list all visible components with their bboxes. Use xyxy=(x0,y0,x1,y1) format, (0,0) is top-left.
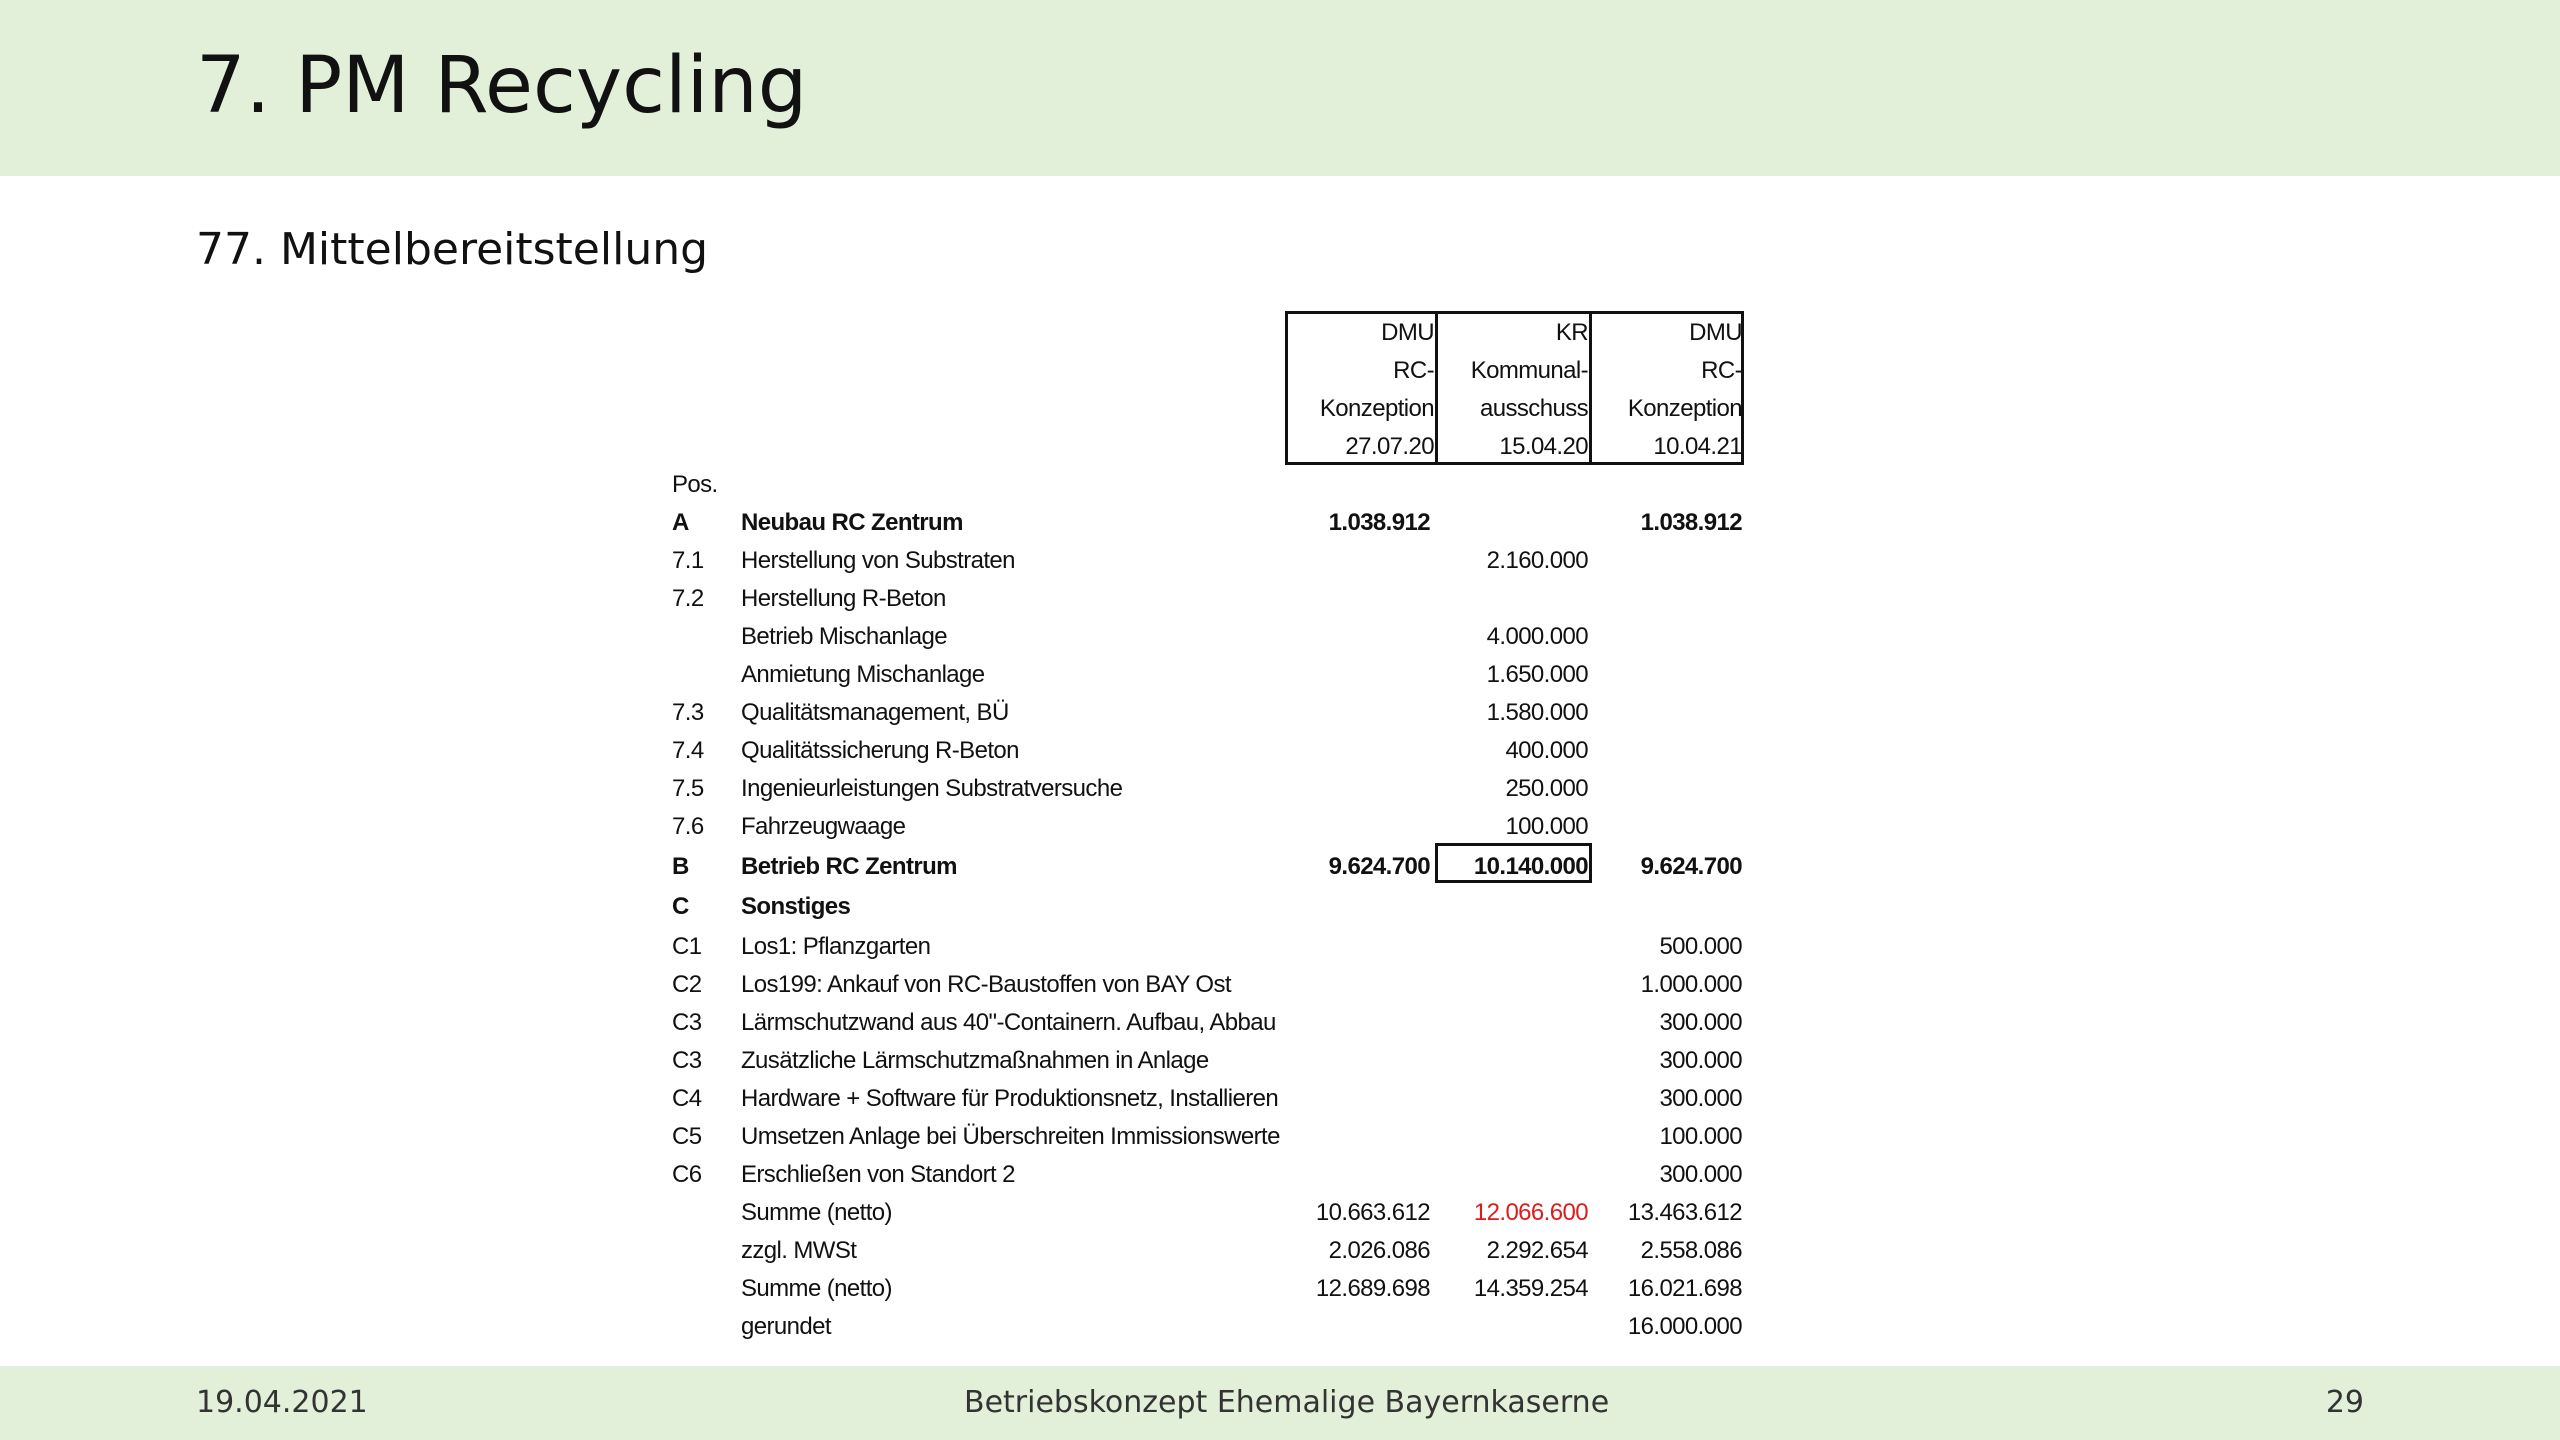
value-kr-2020: 2.292.654 xyxy=(1486,1237,1588,1264)
value-kr-2020 xyxy=(1438,928,1588,966)
table-row xyxy=(668,1270,1748,1308)
row-position xyxy=(672,1232,736,1270)
row-position: 7.1 xyxy=(672,547,704,574)
column-header-1-line-3: Konzeption xyxy=(1319,395,1434,422)
value-dmu-2021 xyxy=(1592,694,1742,732)
row-description: Herstellung R-Beton xyxy=(741,585,946,612)
value-dmu-2020 xyxy=(1284,580,1430,618)
value-dmu-2021: 500.000 xyxy=(1659,933,1742,960)
row-position: C2 xyxy=(672,971,702,998)
value-dmu-2021 xyxy=(1592,542,1742,580)
value-kr-2020 xyxy=(1438,1042,1588,1080)
table-row xyxy=(668,580,1748,618)
table-row xyxy=(668,888,1748,926)
column-header-1-line-2: RC- xyxy=(1393,357,1434,384)
value-dmu-2021: 2.558.086 xyxy=(1640,1237,1742,1264)
row-description: gerundet xyxy=(741,1313,831,1340)
slide-title: 7. PM Recycling xyxy=(196,41,808,131)
column-header-1-line-4: 27.07.20 xyxy=(1345,433,1434,460)
value-dmu-2020 xyxy=(1284,808,1430,846)
value-dmu-2020: 12.689.698 xyxy=(1315,1275,1430,1302)
row-description: Lärmschutzwand aus 40"-Containern. Aufbau, Abbau xyxy=(741,1009,1276,1036)
table-row xyxy=(668,1232,1748,1270)
value-kr-2020: 10.140.000 xyxy=(1473,853,1588,880)
row-description: Qualitätssicherung R-Beton xyxy=(741,737,1019,764)
value-dmu-2020 xyxy=(1284,542,1430,580)
value-kr-2020 xyxy=(1438,1080,1588,1118)
row-position: C3 xyxy=(672,1047,702,1074)
column-header-3-line-3: Konzeption xyxy=(1627,395,1742,422)
table-row xyxy=(668,1080,1748,1118)
row-description: Qualitätsmanagement, BÜ xyxy=(741,699,1009,726)
value-dmu-2021 xyxy=(1592,656,1742,694)
column-header-3-line-1: DMU xyxy=(1689,319,1742,346)
table-row xyxy=(668,542,1748,580)
table-row xyxy=(668,1156,1748,1194)
value-dmu-2021: 300.000 xyxy=(1659,1085,1742,1112)
row-position: 7.3 xyxy=(672,699,704,726)
value-dmu-2021 xyxy=(1592,888,1742,926)
value-dmu-2021: 9.624.700 xyxy=(1640,853,1742,880)
value-dmu-2021 xyxy=(1592,808,1742,846)
row-position: 7.2 xyxy=(672,585,704,612)
value-dmu-2021: 1.000.000 xyxy=(1640,971,1742,998)
row-position xyxy=(672,1270,736,1308)
value-kr-2020: 1.580.000 xyxy=(1486,699,1588,726)
row-position: C6 xyxy=(672,1161,702,1188)
table-row xyxy=(668,808,1748,846)
value-dmu-2020 xyxy=(1284,618,1430,656)
value-dmu-2020 xyxy=(1284,1080,1430,1118)
row-description: Summe (netto) xyxy=(741,1275,892,1302)
value-kr-2020 xyxy=(1438,1004,1588,1042)
table-row xyxy=(668,732,1748,770)
row-position: C5 xyxy=(672,1123,702,1150)
value-kr-2020 xyxy=(1438,504,1588,542)
table-row xyxy=(668,504,1748,542)
table-row xyxy=(668,848,1748,886)
value-dmu-2020 xyxy=(1284,694,1430,732)
value-kr-2020: 4.000.000 xyxy=(1486,623,1588,650)
value-dmu-2021: 300.000 xyxy=(1659,1009,1742,1036)
value-dmu-2021: 1.038.912 xyxy=(1640,509,1742,536)
table-row xyxy=(668,694,1748,732)
table-row xyxy=(668,1118,1748,1156)
table-row xyxy=(668,1308,1748,1346)
column-header-2-line-1: KR xyxy=(1555,319,1588,346)
budget-table xyxy=(668,310,1748,1346)
value-dmu-2020: 1.038.912 xyxy=(1328,509,1430,536)
row-position: C4 xyxy=(672,1085,702,1112)
row-description: Hardware + Software für Produktionsnetz, Installieren xyxy=(741,1085,1279,1112)
value-dmu-2020 xyxy=(1284,1004,1430,1042)
row-position: B xyxy=(672,853,689,880)
row-position xyxy=(672,618,736,656)
table-row xyxy=(668,928,1748,966)
value-kr-2020 xyxy=(1438,966,1588,1004)
table-row xyxy=(668,1004,1748,1042)
table-row xyxy=(668,1042,1748,1080)
value-dmu-2020: 9.624.700 xyxy=(1328,853,1430,880)
value-dmu-2020 xyxy=(1284,732,1430,770)
footer-title: Betriebskonzept Ehemalige Bayernkaserne xyxy=(964,1385,1610,1420)
table-row xyxy=(668,656,1748,694)
value-dmu-2020 xyxy=(1284,966,1430,1004)
row-description: Sonstiges xyxy=(741,893,851,920)
row-position: C3 xyxy=(672,1009,702,1036)
value-dmu-2020 xyxy=(1284,928,1430,966)
value-dmu-2020: 2.026.086 xyxy=(1328,1237,1430,1264)
value-dmu-2021 xyxy=(1592,770,1742,808)
row-description: Fahrzeugwaage xyxy=(741,813,906,840)
footer-date: 19.04.2021 xyxy=(196,1385,368,1420)
value-dmu-2021: 300.000 xyxy=(1659,1047,1742,1074)
value-dmu-2020 xyxy=(1284,1308,1430,1346)
value-dmu-2020 xyxy=(1284,656,1430,694)
row-description: Umsetzen Anlage bei Überschreiten Immissionswerte xyxy=(741,1123,1280,1150)
slide-subtitle: 77. Mittelbereitstellung xyxy=(196,224,709,275)
row-description: Herstellung von Substraten xyxy=(741,547,1015,574)
row-description: Neubau RC Zentrum xyxy=(741,509,963,536)
table-row xyxy=(668,770,1748,808)
pos-header-row xyxy=(668,466,1748,504)
value-kr-2020: 2.160.000 xyxy=(1486,547,1588,574)
column-header-2-line-4: 15.04.20 xyxy=(1499,433,1588,460)
value-dmu-2020 xyxy=(1284,1042,1430,1080)
row-description: Los1: Pflanzgarten xyxy=(741,933,931,960)
row-description: Anmietung Mischanlage xyxy=(741,661,985,688)
value-dmu-2020: 10.663.612 xyxy=(1315,1199,1430,1226)
row-description: Betrieb Mischanlage xyxy=(741,623,948,650)
page-number: 29 xyxy=(2325,1385,2364,1420)
row-position: 7.5 xyxy=(672,775,704,802)
row-description: zzgl. MWSt xyxy=(741,1237,857,1264)
value-dmu-2021 xyxy=(1592,732,1742,770)
row-description: Erschließen von Standort 2 xyxy=(741,1161,1015,1188)
row-position: 7.4 xyxy=(672,737,704,764)
row-description: Zusätzliche Lärmschutzmaßnahmen in Anlage xyxy=(741,1047,1209,1074)
value-dmu-2021 xyxy=(1592,580,1742,618)
value-kr-2020 xyxy=(1438,580,1588,618)
value-kr-2020 xyxy=(1438,1156,1588,1194)
table-row xyxy=(668,618,1748,656)
value-dmu-2020 xyxy=(1284,1118,1430,1156)
value-dmu-2020 xyxy=(1284,770,1430,808)
value-kr-2020 xyxy=(1438,1308,1588,1346)
row-description: Betrieb RC Zentrum xyxy=(741,853,957,880)
table-row xyxy=(668,1194,1748,1232)
value-dmu-2021: 100.000 xyxy=(1659,1123,1742,1150)
row-description: Ingenieurleistungen Substratversuche xyxy=(741,775,1123,802)
value-kr-2020: 1.650.000 xyxy=(1486,661,1588,688)
value-dmu-2020 xyxy=(1284,888,1430,926)
row-position: C1 xyxy=(672,933,702,960)
row-description: Los199: Ankauf von RC-Baustoffen von BAY Ost xyxy=(741,971,1231,998)
pos-header: Pos. xyxy=(672,471,718,498)
table-row xyxy=(668,966,1748,1004)
row-position: 7.6 xyxy=(672,813,704,840)
value-kr-2020: 100.000 xyxy=(1505,813,1588,840)
value-kr-2020: 400.000 xyxy=(1505,737,1588,764)
value-dmu-2020 xyxy=(1284,1156,1430,1194)
row-position xyxy=(672,656,736,694)
column-header-1-line-1: DMU xyxy=(1381,319,1434,346)
row-position xyxy=(672,1308,736,1346)
column-header-3-line-2: RC- xyxy=(1701,357,1742,384)
value-dmu-2021: 16.000.000 xyxy=(1627,1313,1742,1340)
value-kr-2020 xyxy=(1438,888,1588,926)
value-dmu-2021 xyxy=(1592,618,1742,656)
row-description: Summe (netto) xyxy=(741,1199,892,1226)
column-header-2-line-3: ausschuss xyxy=(1480,395,1588,422)
column-header-3-line-4: 10.04.21 xyxy=(1653,433,1742,460)
value-kr-2020: 12.066.600 xyxy=(1473,1199,1588,1226)
row-position: C xyxy=(672,893,689,920)
value-kr-2020: 14.359.254 xyxy=(1473,1275,1588,1302)
row-position: A xyxy=(672,509,689,536)
value-kr-2020: 250.000 xyxy=(1505,775,1588,802)
value-dmu-2021: 16.021.698 xyxy=(1627,1275,1742,1302)
row-position xyxy=(672,1194,736,1232)
value-dmu-2021: 13.463.612 xyxy=(1627,1199,1742,1226)
column-header-2-line-2: Kommunal- xyxy=(1470,357,1588,384)
value-kr-2020 xyxy=(1438,1118,1588,1156)
value-dmu-2021: 300.000 xyxy=(1659,1161,1742,1188)
